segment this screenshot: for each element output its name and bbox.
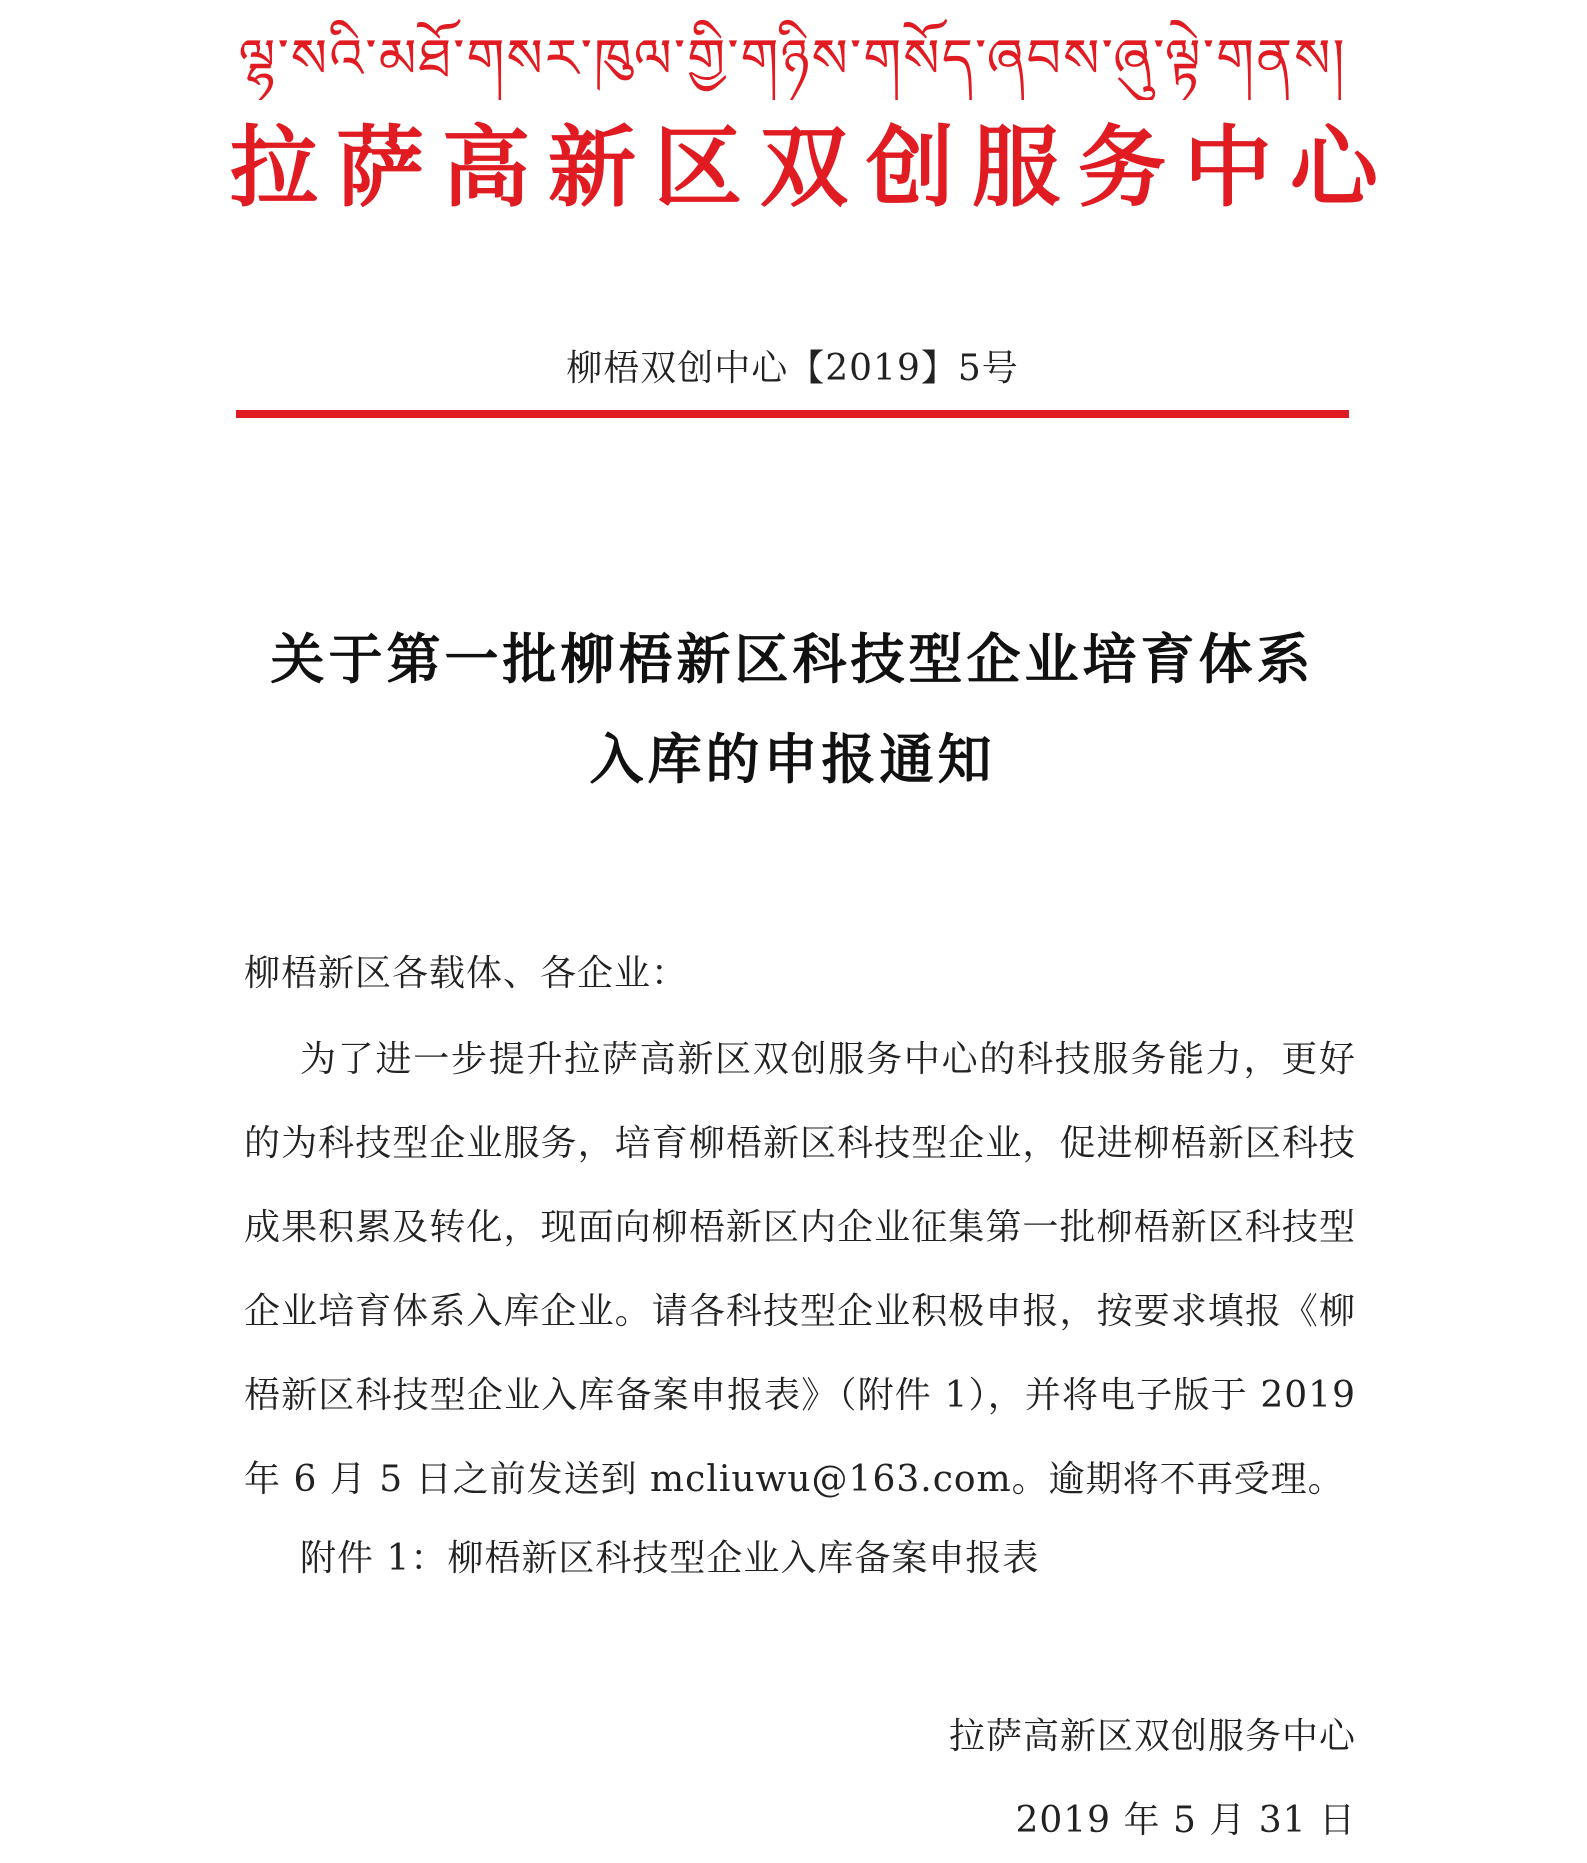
signature-block [949, 1695, 1356, 1863]
tibetan-org-name: ལྷ་སའི་མཐོ་གསར་ཁུལ་གྱི་གཉིས་གསོད་ཞབས་ཞུ་ལྟེ་གནས། [238, 27, 1347, 90]
title-line-2: 入库的申报通知 [589, 728, 996, 791]
issuer-name: 拉萨高新区双创服务中心 [948, 1716, 1356, 1757]
issue-date: 2019 年 5 月 31 日 [1015, 1800, 1356, 1841]
attachment-note: 附件 1：柳梧新区科技型企业入库备案申报表 [300, 1538, 1040, 1579]
document-number: 柳梧双创中心【2019】5号 [566, 348, 1019, 389]
red-divider-rule [236, 410, 1349, 418]
title-line-1: 关于第一批柳梧新区科技型企业培育体系 [270, 628, 1315, 691]
body-paragraph: 为了进一步提升拉萨高新区双创服务中心的科技服务能力，更好的为科技型企业服务，培育柳梧新区科技型企业，促进柳梧新区科技成果积累及转化，现面向柳梧新区内企业征集第一批柳梧新区科技型企业培育体系入库企业。请各科技型企业积极申报，按要求填报《柳梧新区科技型企业入库备案申报表》（附件 1），并将电子版于 2019 年 6 月 5 日之前发送到 mcliuwu@163.com。逾期将不再受理。 [244, 1039, 1356, 1500]
document-title [236, 610, 1349, 810]
org-name-heading: 拉萨高新区双创服务中心 [230, 116, 1397, 219]
salutation: 柳梧新区各载体、各企业： [244, 953, 689, 994]
